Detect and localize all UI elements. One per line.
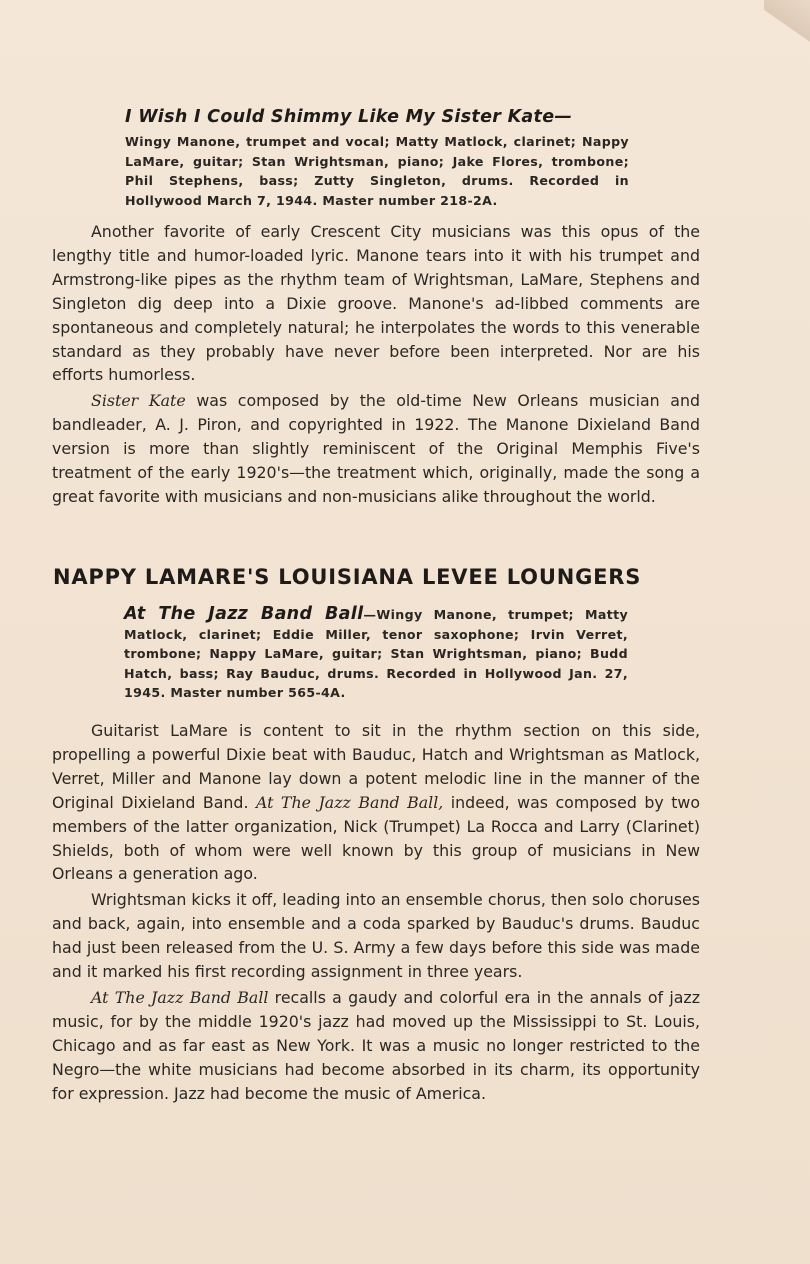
- paragraph: Another favorite of early Crescent City musicians was this opus of the lengthy title and humor-loaded lyric. Manone tears into it with his trumpet and Armstrong-like pipes as the rhythm team of Wrightsman, LaMare, Stephens and Singleton dig deep into a Dixie groove. Manone's ad-libbed comments are spontaneous and completely natural; he interpolates the words to this venerable standard as they probably have never before been interpreted. Nor are his efforts humorless.: [52, 222, 700, 385]
- record-title: At The Jazz Band Ball: [124, 604, 364, 624]
- record-entry-sister-kate: [125, 104, 629, 210]
- record-title: I Wish I Could Shimmy Like My Sister Kate—: [125, 107, 573, 127]
- song-title: At The Jazz Band Ball,: [255, 792, 444, 812]
- paragraph-text: was composed by the old-time New Orleans musician and bandleader, A. J. Piron, and copyrighted in 1922. The Manone Dixieland Band version is more than slightly reminiscent of the Original Memphis Five's treatment of the early 1920's—the treatment which, originally, made the song a great favorite with musicians and non-musicians alike throughout the world.: [52, 391, 701, 506]
- record-credits: —Wingy Manone, trumpet; Matty Matlock, clarinet; Eddie Miller, tenor saxophone; Irvin Verret, trombone; Nappy LaMare, guitar; Stan Wrightsman, piano; Budd Hatch, bass; Ray Bauduc, drums. Recorded in Hollywood Jan. 27, 1945. Master number 565-4A.: [124, 607, 629, 701]
- record-credits: Wingy Manone, trumpet and vocal; Matty Matlock, clarinet; Nappy LaMare, guitar; Stan Wrightsman, piano; Jake Flores, trombone; Phil Stephens, bass; Zutty Singleton, drums. Recorded in Hollywood March 7, 1944. Master number 218-2A.: [125, 134, 629, 208]
- section-heading: NAPPY LAMARE'S LOUISIANA LEVEE LOUNGERS: [53, 565, 642, 589]
- paragraph: [52, 719, 700, 886]
- paragraph: [52, 986, 700, 1106]
- paragraph: [52, 389, 700, 509]
- record-entry-jazz-band-ball: [124, 605, 628, 703]
- paragraph-text: indeed, was composed by two members of the latter organization, Nick (Trumpet) La Rocca and Larry (Clarinet) Shields, both of whom were well known by this group of musicians in New Orleans a generation ago.: [52, 792, 700, 884]
- song-title: Sister Kate: [91, 391, 186, 411]
- paragraph-text: recalls a gaudy and colorful era in the annals of jazz music, for by the middle 1920's jazz had moved up the Mississippi to St. Louis, Chicago and as far east as New York. It was a music no longer restricted to the Negro—the white musicians had become absorbed in its charm, its opportunity for expression. Jazz had become the music of America.: [52, 987, 700, 1103]
- notes-sister-kate: [52, 220, 700, 511]
- song-title: At The Jazz Band Ball: [91, 987, 269, 1007]
- paragraph: Wrightsman kicks it off, leading into an ensemble chorus, then solo choruses and back, again, into ensemble and a coda sparked by Bauduc's drums. Bauduc had just been released from the U. S. Army a few days before this side was made and it marked his first recording assignment in three years.: [52, 890, 700, 982]
- page-corner-fold: [764, 0, 810, 60]
- paragraph-text: Guitarist LaMare is content to sit in the rhythm section on this side, propelling a powerful Dixie beat with Bauduc, Hatch and Wrightsman as Matlock, Verret, Miller and Manone lay down a potent melodic line in the manner of the Original Dixieland Band.: [52, 721, 700, 812]
- notes-jazz-band-ball: [52, 719, 700, 1108]
